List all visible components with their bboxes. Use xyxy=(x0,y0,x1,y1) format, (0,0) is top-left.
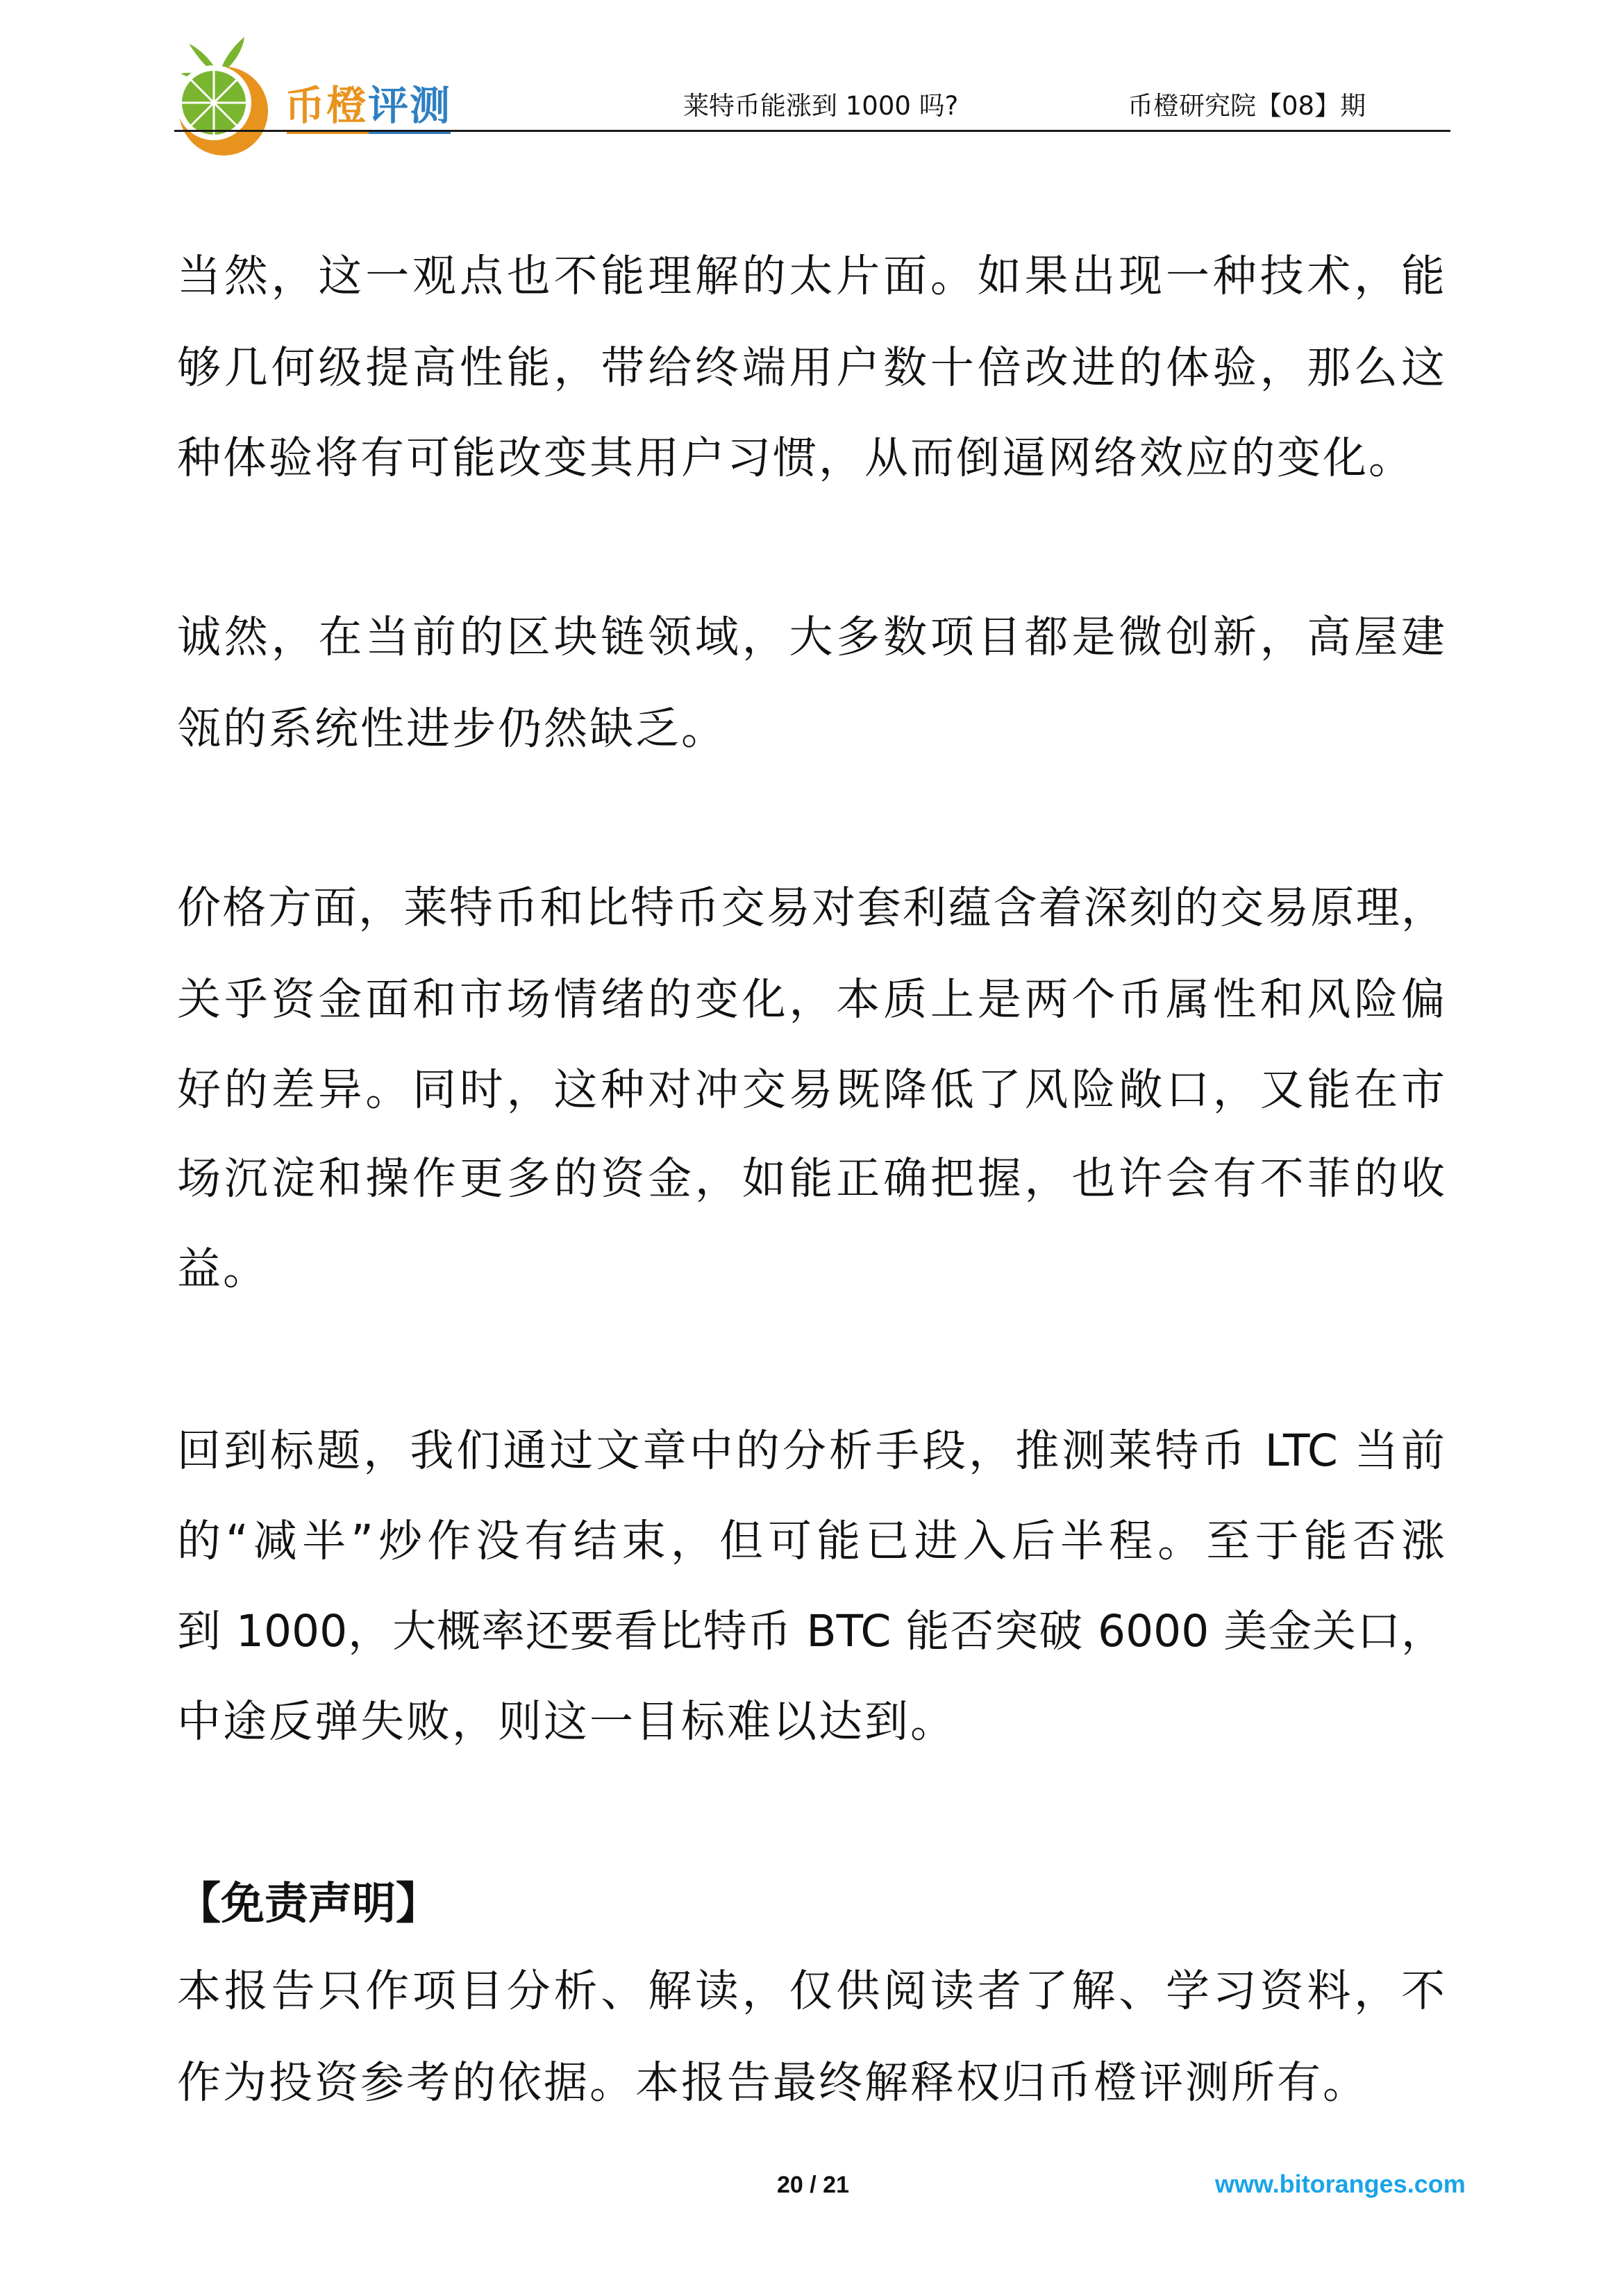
paragraph-3-line-2: 关乎资金面和市场情绪的变化，本质上是两个币属性和风险偏 xyxy=(177,974,1445,1025)
disclaimer-heading: 【免责声明】 xyxy=(177,1878,440,1929)
paragraph-1-line-1: 当然，这一观点也不能理解的太片面。如果出现一种技术，能 xyxy=(177,251,1445,301)
page-indicator: 20 / 21 xyxy=(777,2172,849,2198)
paragraph-4-line-1: 回到标题，我们通过文章中的分析手段，推测莱特币 LTC 当前 xyxy=(177,1425,1445,1476)
paragraph-3-line-1: 价格方面，莱特币和比特币交易对套利蕴含着深刻的交易原理， xyxy=(177,882,1445,933)
paragraph-4-line-2: 的“减半”炒作没有结束，但可能已进入后半程。至于能否涨 xyxy=(177,1516,1445,1566)
paragraph-4-line-3: 到 1000，大概率还要看比特币 BTC 能否突破 6000 美金关口， xyxy=(177,1606,1445,1657)
paragraph-2-line-2: 瓴的系统性进步仍然缺乏。 xyxy=(177,703,727,754)
paragraph-3-line-5: 益。 xyxy=(177,1243,269,1294)
header-divider xyxy=(174,130,1450,132)
paragraph-1-line-2: 够几何级提高性能，带给终端用户数十倍改进的体验，那么这 xyxy=(177,342,1445,393)
brand-wordmark xyxy=(285,78,451,133)
paragraph-1-line-3: 种体验将有可能改变其用户习惯，从而倒逼网络效应的变化。 xyxy=(177,433,1414,483)
disclaimer-line-1: 本报告只作项目分析、解读，仅供阅读者了解、学习资料，不 xyxy=(177,1966,1445,2016)
paragraph-2-line-1: 诚然，在当前的区块链领域，大多数项目都是微创新，高屋建 xyxy=(177,612,1445,662)
website-link[interactable]: www.bitoranges.com xyxy=(1215,2170,1466,2198)
paragraph-3-line-3: 好的差异。同时，这种对冲交易既降低了风险敞口，又能在市 xyxy=(177,1064,1445,1115)
brand-name-part2: 评测 xyxy=(368,82,452,129)
paragraph-3-line-4: 场沉淀和操作更多的资金，如能正确把握，也许会有不菲的收 xyxy=(177,1153,1445,1204)
issue-label: 币橙研究院【08】期 xyxy=(1128,91,1366,121)
paragraph-4-line-4: 中途反弹失败，则这一目标难以达到。 xyxy=(177,1696,956,1747)
disclaimer-line-2: 作为投资参考的依据。本报告最终解释权归币橙评测所有。 xyxy=(177,2057,1368,2108)
brand-name-part1: 币橙 xyxy=(285,82,369,129)
bitoranges-logo-icon xyxy=(175,33,272,158)
document-title: 莱特币能涨到 1000 吗? xyxy=(683,91,959,121)
